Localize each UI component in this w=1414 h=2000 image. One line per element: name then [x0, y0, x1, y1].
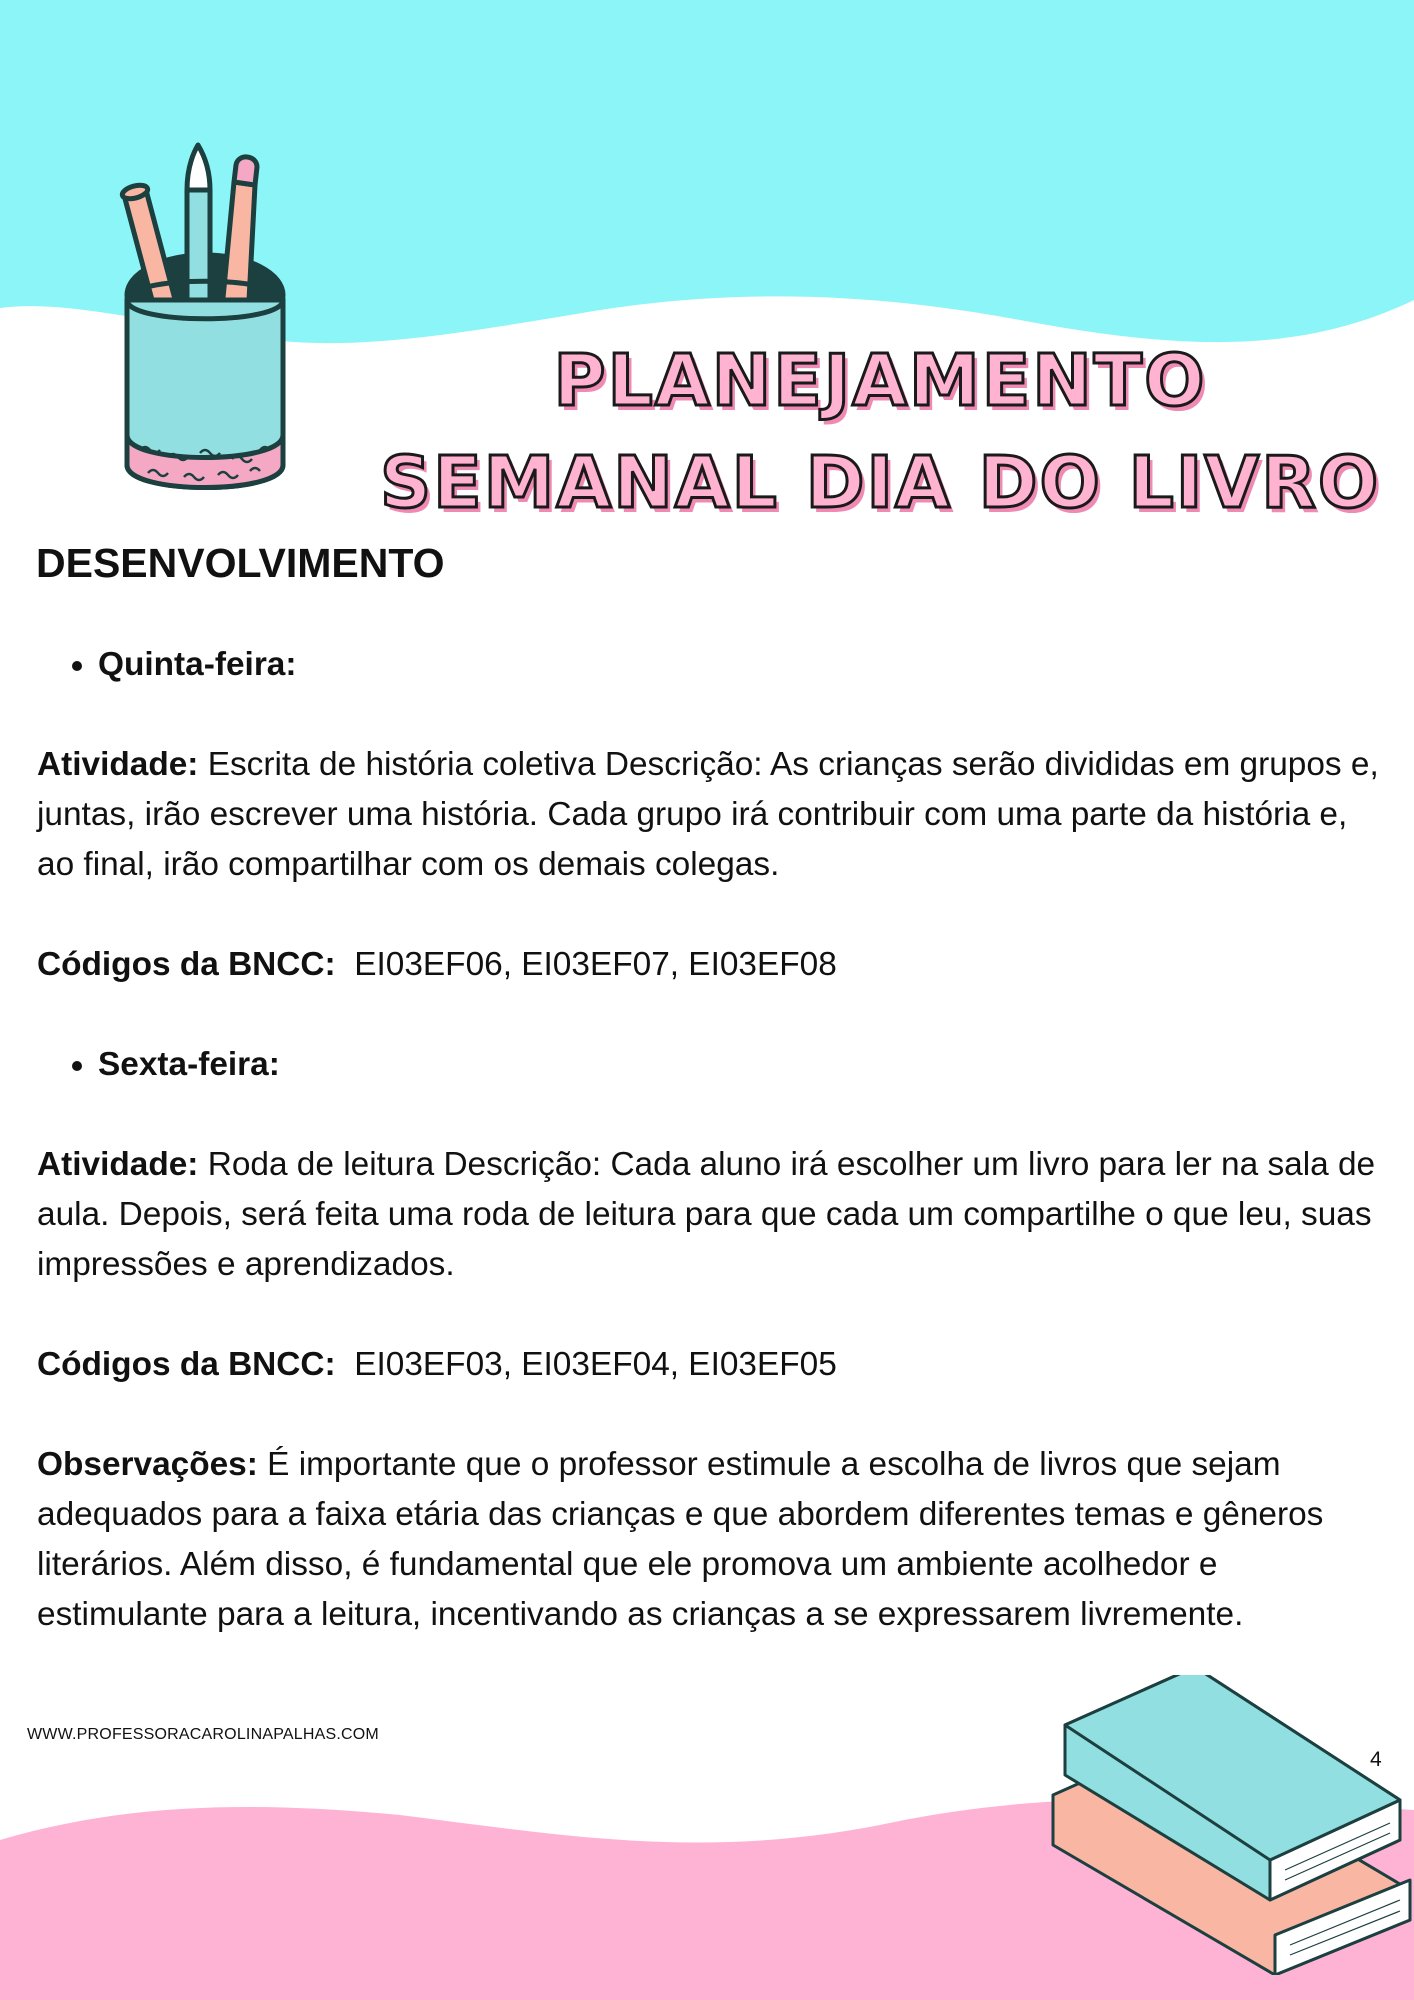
bncc-codes-thursday — [37, 940, 1387, 990]
bncc-codes: EI03EF06, EI03EF07, EI03EF08 — [335, 946, 837, 983]
title-line-2: SEMANAL DIA DO LIVRO — [380, 441, 1381, 524]
books-stack-icon — [1045, 1675, 1414, 1975]
pencil-cup-icon — [110, 135, 310, 525]
page-title — [380, 330, 1380, 534]
title-line-1: PLANEJAMENTO — [553, 339, 1207, 422]
bncc-label: Códigos da BNCC: — [37, 946, 336, 983]
section-heading: DESENVOLVIMENTO — [36, 540, 445, 586]
bncc-label: Códigos da BNCC: — [37, 1346, 336, 1383]
footer-website-url: WWW.PROFESSORACAROLINAPALHAS.COM — [27, 1726, 379, 1743]
observations-text: É importante que o professor estimule a escolha de livros que sejam adequados para a faixa etária das crianças e que abordem diferentes temas e gêneros literários. Além disso, é fundamental que ele promova um ambiente acolhedor e estimulante para a leitura, incentivando as crianças a se expressarem livremente. — [37, 1446, 1324, 1633]
day-heading-friday: • Sexta-feira: — [98, 1040, 1387, 1090]
day-heading-thursday: • Quinta-feira: — [98, 640, 1387, 690]
observations-label: Observações: — [37, 1446, 258, 1483]
bncc-codes-friday — [37, 1340, 1387, 1390]
activity-text: Escrita de história coletiva Descrição: As crianças serão divididas em grupos e, juntas, irão escrever uma história. Cada grupo irá contribuir com uma parte da história e, ao final, irão compartilhar com os demais colegas. — [37, 746, 1379, 883]
day-list — [37, 640, 1387, 690]
observations-paragraph — [37, 1440, 1387, 1640]
page-number: 4 — [1370, 1748, 1382, 1771]
document-body — [37, 640, 1387, 1640]
activity-label: Atividade: — [37, 746, 199, 783]
bncc-codes: EI03EF03, EI03EF04, EI03EF05 — [335, 1346, 837, 1383]
activity-label: Atividade: — [37, 1146, 199, 1183]
day-list — [37, 1040, 1387, 1090]
activity-paragraph-thursday — [37, 740, 1387, 890]
activity-text: Roda de leitura Descrição: Cada aluno irá escolher um livro para ler na sala de aula. Depois, será feita uma roda de leitura para que cada um compartilhe o que leu, suas impressões e aprendizados. — [37, 1146, 1376, 1283]
activity-paragraph-friday — [37, 1140, 1387, 1290]
